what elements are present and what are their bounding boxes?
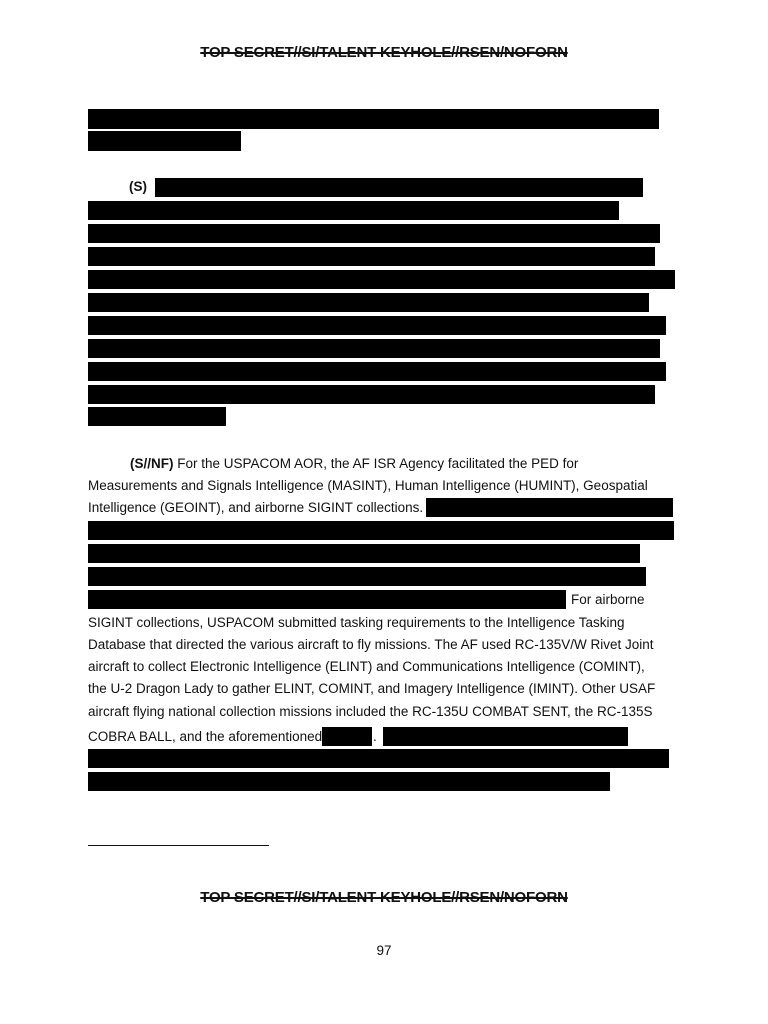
- classification-banner-top: TOP SECRET//SI/TALENT KEYHOLE//RSEN/NOFORN: [200, 44, 568, 61]
- redaction-bar: [88, 362, 666, 381]
- body-line: Measurements and Signals Intelligence (MASINT), Human Intelligence (HUMINT), Geospatial: [88, 478, 648, 493]
- redaction-bar: [88, 385, 655, 404]
- redaction-bar: [155, 178, 643, 197]
- redaction-bar: [88, 270, 675, 289]
- page-number: 97: [376, 943, 392, 958]
- body-line: [130, 455, 578, 473]
- body-line: Database that directed the various aircraft to fly missions. The AF used RC-135V/W Rivet Joint: [88, 637, 654, 652]
- redaction-bar: [88, 224, 660, 243]
- redaction-bar: [88, 109, 659, 129]
- redaction-bar: [88, 772, 610, 791]
- footnote-divider: [88, 845, 269, 846]
- body-line: For airborne: [571, 592, 645, 607]
- body-line: SIGINT collections, USPACOM submitted tasking requirements to the Intelligence Tasking: [88, 615, 625, 630]
- paragraph-marking: (S): [129, 179, 147, 194]
- body-line: COBRA BALL, and the aforementioned: [88, 729, 323, 744]
- body-line: .: [373, 729, 377, 744]
- redaction-bar: [88, 316, 666, 335]
- body-line: Intelligence (GEOINT), and airborne SIGINT collections.: [88, 500, 424, 515]
- body-line: aircraft flying national collection missions included the RC-135U COMBAT SENT, the RC-135S: [88, 704, 653, 719]
- redaction-bar: [88, 567, 646, 586]
- redaction-bar: [322, 727, 372, 746]
- redaction-bar: [426, 498, 673, 517]
- redaction-bar: [88, 131, 241, 151]
- redaction-bar: [88, 521, 674, 540]
- paragraph-marking: (S//NF): [130, 456, 174, 471]
- body-line: aircraft to collect Electronic Intelligence (ELINT) and Communications Intelligence (COMINT),: [88, 659, 645, 674]
- redaction-bar: [88, 407, 226, 426]
- body-line: the U-2 Dragon Lady to gather ELINT, COMINT, and Imagery Intelligence (IMINT). Other USAF: [88, 681, 656, 696]
- redaction-bar: [88, 201, 619, 220]
- redaction-bar: [88, 293, 649, 312]
- body-text: For the USPACOM AOR, the AF ISR Agency facilitated the PED for: [177, 456, 579, 471]
- redaction-bar: [383, 727, 628, 746]
- redaction-bar: [88, 590, 566, 609]
- redaction-bar: [88, 247, 655, 266]
- classification-banner-bottom: TOP SECRET//SI/TALENT KEYHOLE//RSEN/NOFORN: [200, 889, 568, 906]
- redaction-bar: [88, 339, 660, 358]
- redaction-bar: [88, 749, 669, 768]
- redaction-bar: [88, 544, 640, 563]
